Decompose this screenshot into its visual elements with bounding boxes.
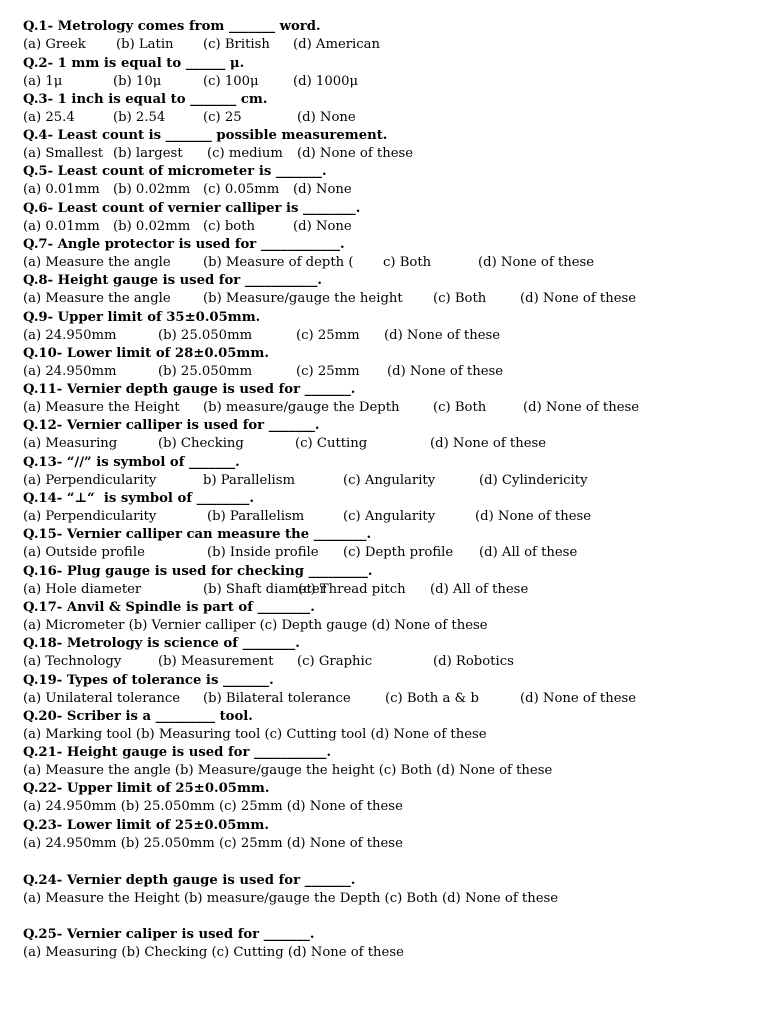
question-text: Q.2- 1 mm is equal to ______ μ. xyxy=(23,56,245,71)
answer-option: (c) 25mm xyxy=(296,364,360,380)
answer-option: (c) medium xyxy=(207,146,283,162)
answer-option: (a) Hole diameter xyxy=(23,582,142,598)
answer-option: (a) Measuring (b) Checking (c) Cutting (d) None of these xyxy=(23,945,404,961)
answer-option: (a) 25.4 xyxy=(23,110,75,126)
options-row xyxy=(23,581,743,599)
options-row xyxy=(23,472,743,490)
answer-option: (a) Outside profile xyxy=(23,545,145,561)
question-text: Q.23- Lower limit of 25±0.05mm. xyxy=(23,818,269,833)
answer-option: (a) 0.01mm xyxy=(23,182,100,198)
answer-option: (d) 1000μ xyxy=(293,74,359,90)
options-row xyxy=(23,254,743,272)
question-text: Q.21- Height gauge is used for ___________. xyxy=(23,745,332,760)
question-text: Q.17- Anvil & Spindle is part of ________. xyxy=(23,600,315,615)
options-row xyxy=(23,653,743,671)
answer-option: (c) Both a & b xyxy=(385,691,479,707)
question-text: Q.10- Lower limit of 28±0.05mm. xyxy=(23,346,269,361)
options-row xyxy=(23,617,743,635)
answer-option: (d) None of these xyxy=(520,691,637,707)
answer-option: (a) Micrometer (b) Vernier calliper (c) Depth gauge (d) None of these xyxy=(23,618,488,634)
answer-option: (a) Measure the Height (b) measure/gauge the Depth (c) Both (d) None of these xyxy=(23,891,559,907)
question-text: Q.6- Least count of vernier calliper is ________. xyxy=(23,201,361,216)
answer-option: (d) None of these xyxy=(520,291,637,307)
answer-option: (a) Unilateral tolerance xyxy=(23,691,181,707)
answer-option: (b) Checking xyxy=(158,436,244,452)
answer-option: (a) Perpendicularity xyxy=(23,509,157,525)
answer-option: (c) British xyxy=(203,37,270,53)
answer-option: (d) All of these xyxy=(430,582,529,598)
options-row xyxy=(23,399,743,417)
answer-option: (d) None of these xyxy=(478,255,595,271)
question-text: Q.14- “⊥“ is symbol of ________. xyxy=(23,491,254,506)
options-row xyxy=(23,218,743,236)
answer-option: (c) Cutting xyxy=(295,436,368,452)
answer-option: (b) Parallelism xyxy=(207,509,305,525)
answer-option: (c) 100μ xyxy=(203,74,259,90)
question-text: Q.15- Vernier calliper can measure the ________. xyxy=(23,527,372,542)
options-row xyxy=(23,181,743,199)
answer-option: (d) None xyxy=(297,110,356,126)
question-text: Q.16- Plug gauge is used for checking _________. xyxy=(23,564,373,579)
question-text: Q.12- Vernier calliper is used for _______. xyxy=(23,418,320,433)
answer-option: (b) Measurement xyxy=(158,654,274,670)
answer-option: (a) Measuring xyxy=(23,436,118,452)
options-row xyxy=(23,944,743,962)
answer-option: (d) None of these xyxy=(297,146,414,162)
answer-option: (a) Measure the angle xyxy=(23,291,171,307)
answer-option: (a) Smallest xyxy=(23,146,104,162)
answer-option: (c) Both xyxy=(433,291,487,307)
question-text: Q.7- Angle protector is used for ____________. xyxy=(23,237,345,252)
answer-option: (d) Cylindericity xyxy=(479,473,588,489)
options-row xyxy=(23,109,743,127)
answer-option: (b) largest xyxy=(113,146,183,162)
question-text: Q.4- Least count is _______ possible measurement. xyxy=(23,128,388,143)
options-row xyxy=(23,798,743,816)
answer-option: (a) Perpendicularity xyxy=(23,473,157,489)
options-row xyxy=(23,435,743,453)
question-text: Q.1- Metrology comes from _______ word. xyxy=(23,19,321,34)
question-text: Q.5- Least count of micrometer is _______. xyxy=(23,164,327,179)
answer-option: (a) 24.950mm (b) 25.050mm (c) 25mm (d) None of these xyxy=(23,836,403,852)
answer-option: (b) 2.54 xyxy=(113,110,166,126)
question-text: Q.22- Upper limit of 25±0.05mm. xyxy=(23,781,270,796)
options-row xyxy=(23,544,743,562)
options-row xyxy=(23,762,743,780)
answer-option: (b) 0.02mm xyxy=(113,182,191,198)
answer-option: (a) Marking tool (b) Measuring tool (c) Cutting tool (d) None of these xyxy=(23,727,487,743)
answer-option: (a) Measure the Height xyxy=(23,400,180,416)
answer-option: (c) Graphic xyxy=(297,654,373,670)
answer-option: (a) 24.950mm xyxy=(23,328,117,344)
answer-option: (c) Depth profile xyxy=(343,545,454,561)
options-row xyxy=(23,835,743,853)
answer-option: c) Both xyxy=(383,255,432,271)
answer-option: (b) Inside profile xyxy=(207,545,319,561)
answer-option: (b) 0.02mm xyxy=(113,219,191,235)
options-row xyxy=(23,508,743,526)
answer-option: (b) Measure of depth ( xyxy=(203,255,354,271)
answer-option: (d) None of these xyxy=(384,328,501,344)
answer-option: (d) None of these xyxy=(430,436,547,452)
options-row xyxy=(23,36,743,54)
answer-option: (c) Both xyxy=(433,400,487,416)
answer-option: (a) Measure the angle (b) Measure/gauge the height (c) Both (d) None of these xyxy=(23,763,553,779)
options-row xyxy=(23,890,743,908)
options-row xyxy=(23,73,743,91)
answer-option: (c) both xyxy=(203,219,256,235)
question-text: Q.20- Scriber is a _________ tool. xyxy=(23,709,253,724)
options-row xyxy=(23,290,743,308)
question-text: Q.9- Upper limit of 35±0.05mm. xyxy=(23,310,261,325)
question-text: Q.19- Types of tolerance is _______. xyxy=(23,673,274,688)
answer-option: (a) 1μ xyxy=(23,74,63,90)
answer-option: (b) Bilateral tolerance xyxy=(203,691,351,707)
answer-option: (a) Greek xyxy=(23,37,86,53)
answer-option: (b) Measure/gauge the height xyxy=(203,291,403,307)
question-text: Q.11- Vernier depth gauge is used for _______. xyxy=(23,382,356,397)
options-row xyxy=(23,726,743,744)
answer-option: (b) Shaft diameter xyxy=(203,582,326,598)
answer-option: (d) Robotics xyxy=(433,654,514,670)
answer-option: (d) None xyxy=(293,182,352,198)
answer-option: (c) 25mm xyxy=(296,328,360,344)
question-text: Q.3- 1 inch is equal to _______ cm. xyxy=(23,92,268,107)
answer-option: (b) 25.050mm xyxy=(158,328,253,344)
answer-option: (d) None of these xyxy=(523,400,640,416)
answer-option: (c) 0.05mm xyxy=(203,182,280,198)
answer-option: (b) 10μ xyxy=(113,74,162,90)
answer-option: (a) Measure the angle xyxy=(23,255,171,271)
question-text: Q.18- Metrology is science of ________. xyxy=(23,636,300,651)
question-text: Q.25- Vernier caliper is used for _______. xyxy=(23,927,315,942)
answer-option: (d) None of these xyxy=(475,509,592,525)
answer-option: (a) Technology xyxy=(23,654,122,670)
options-row xyxy=(23,363,743,381)
question-text: Q.8- Height gauge is used for ___________. xyxy=(23,273,322,288)
answer-option: (b) Latin xyxy=(116,37,174,53)
answer-option: b) Parallelism xyxy=(203,473,296,489)
answer-option: (c) Thread pitch xyxy=(298,582,406,598)
answer-option: (d) American xyxy=(293,37,381,53)
answer-option: (a) 24.950mm xyxy=(23,364,117,380)
answer-option: (b) 25.050mm xyxy=(158,364,253,380)
answer-option: (d) None of these xyxy=(387,364,504,380)
options-row xyxy=(23,327,743,345)
answer-option: (c) 25 xyxy=(203,110,242,126)
question-text: Q.13- “//” is symbol of _______. xyxy=(23,455,240,470)
answer-option: (c) Angularity xyxy=(343,509,436,525)
answer-option: (d) None xyxy=(293,219,352,235)
answer-option: (a) 24.950mm (b) 25.050mm (c) 25mm (d) None of these xyxy=(23,799,403,815)
options-row xyxy=(23,690,743,708)
options-row xyxy=(23,145,743,163)
answer-option: (a) 0.01mm xyxy=(23,219,100,235)
answer-option: (d) All of these xyxy=(479,545,578,561)
question-text: Q.24- Vernier depth gauge is used for _______. xyxy=(23,873,356,888)
answer-option: (c) Angularity xyxy=(343,473,436,489)
answer-option: (b) measure/gauge the Depth xyxy=(203,400,400,416)
